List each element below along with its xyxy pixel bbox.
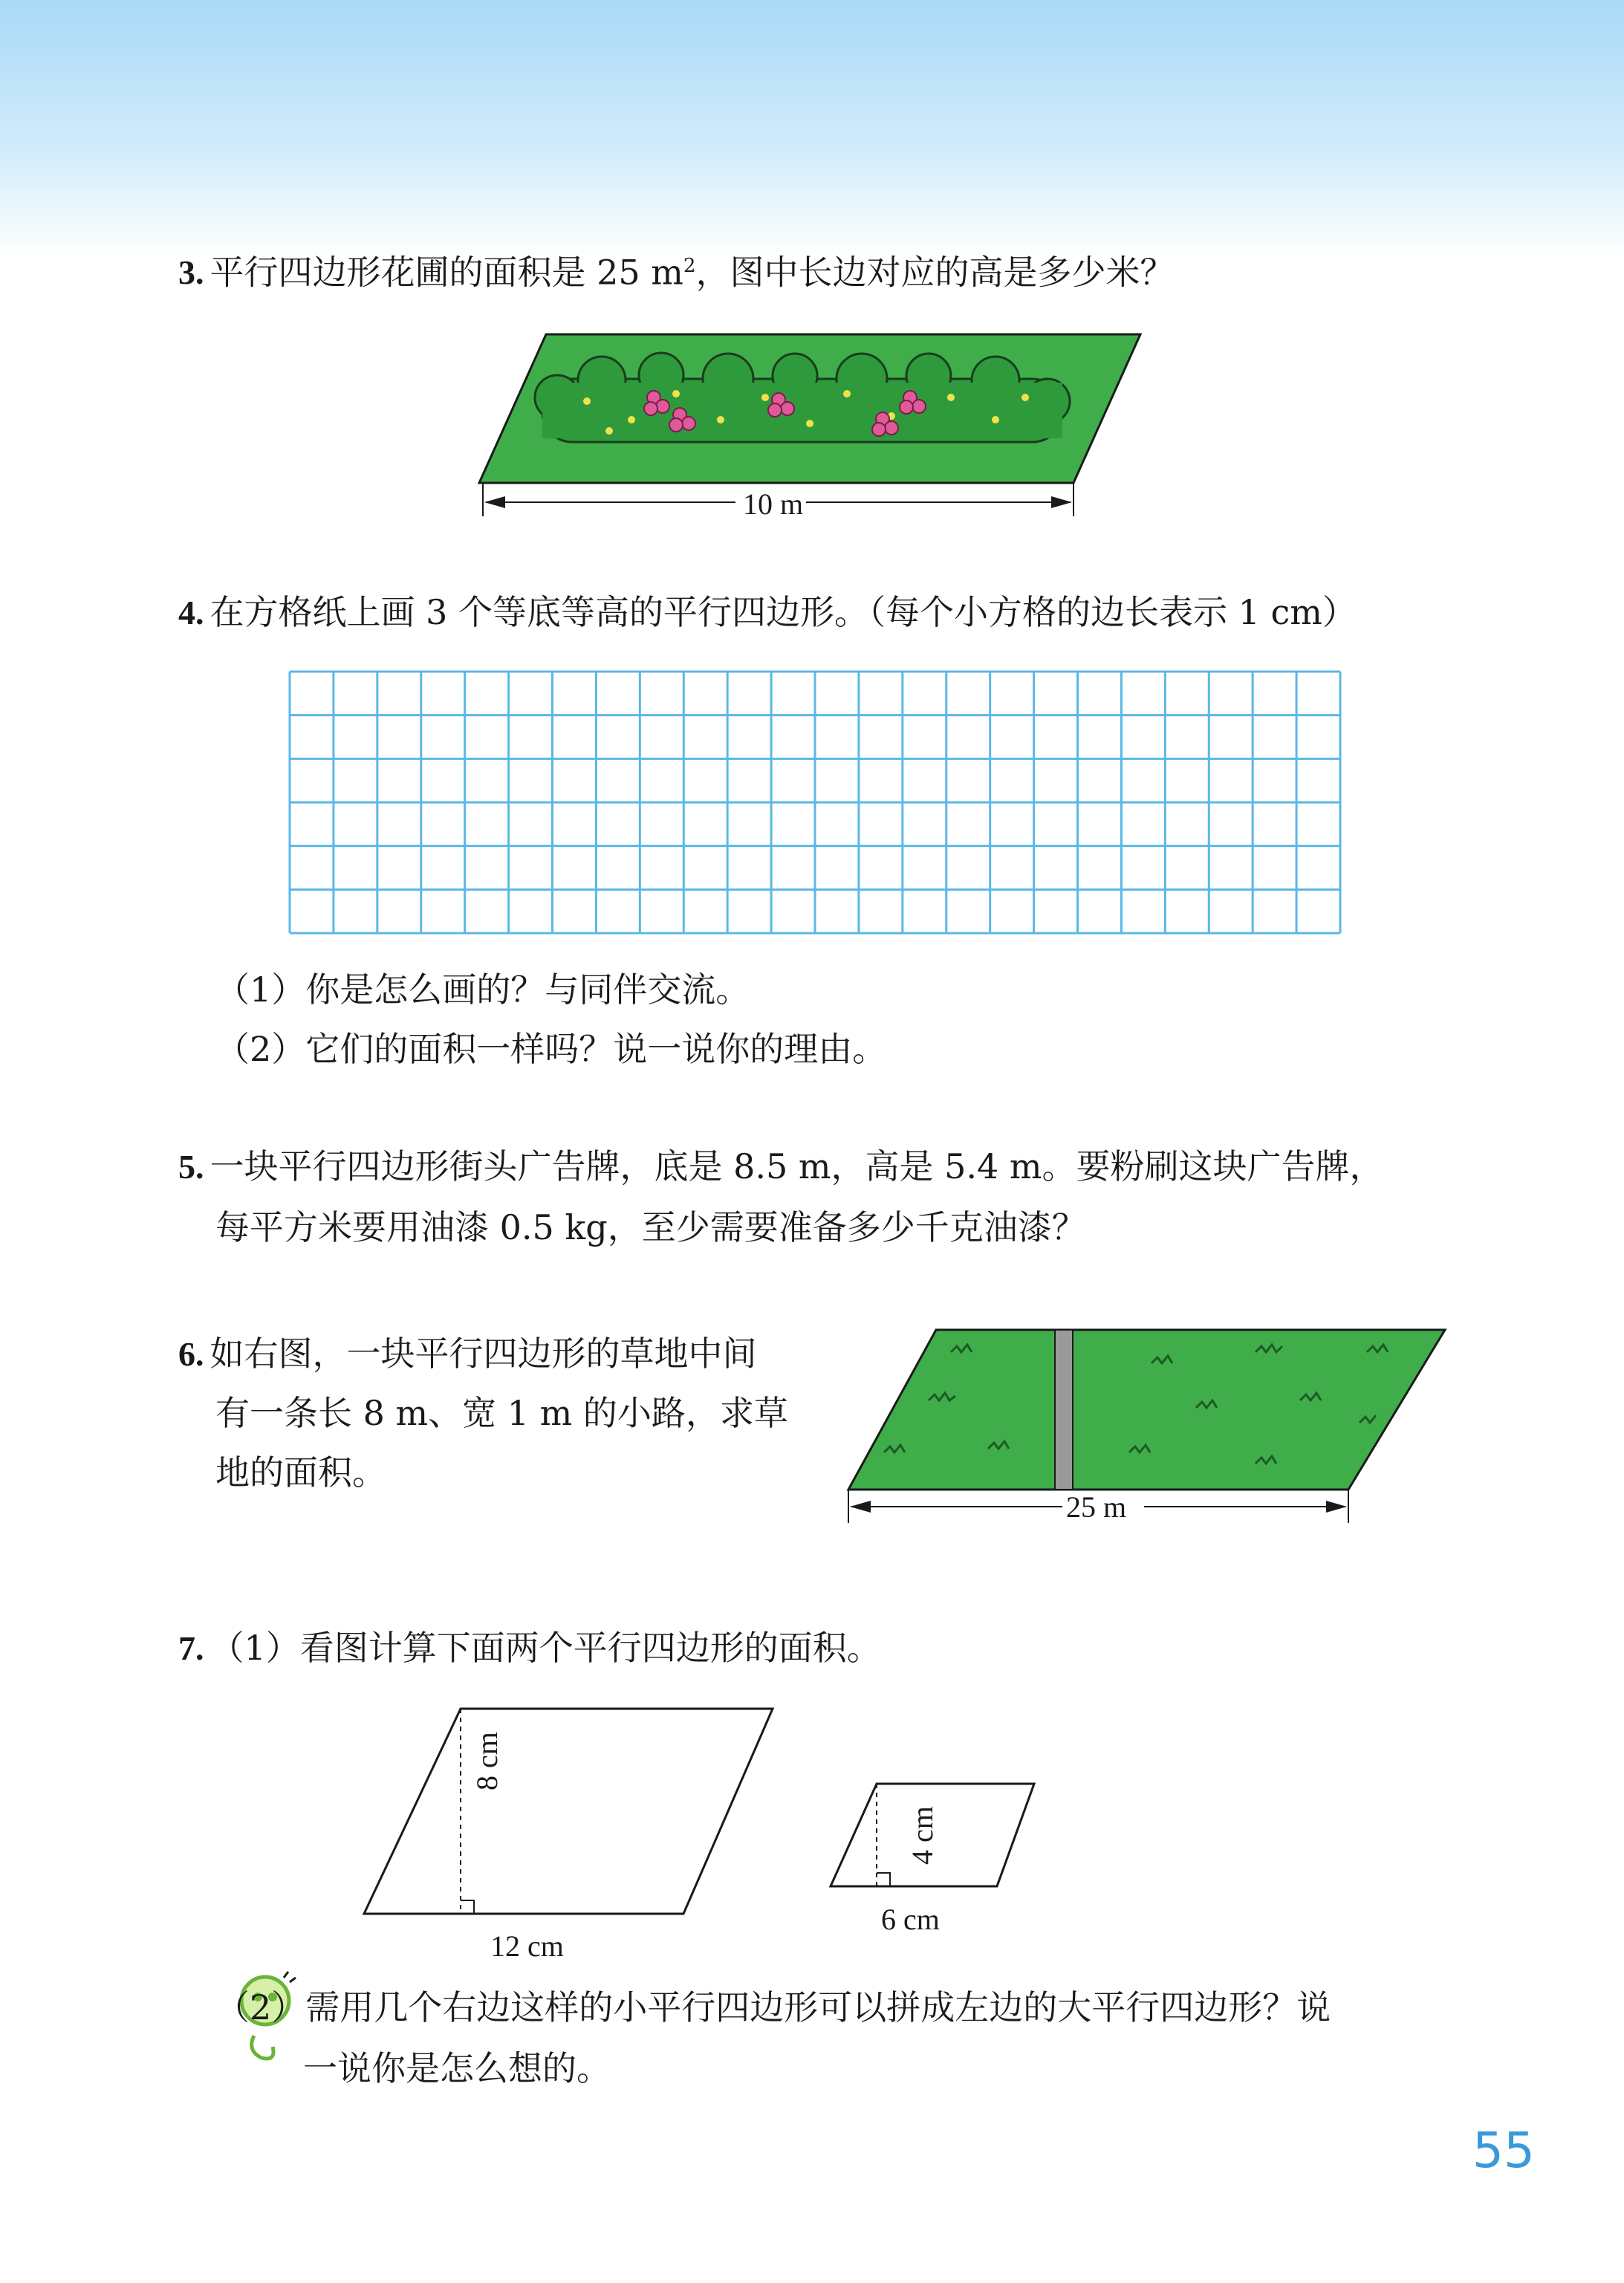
- question-text: 在方格纸上画 3 个等底等高的平行四边形。（每个小方格的边长表示 1 cm）: [210, 592, 1357, 632]
- right-angle-mark: [461, 1900, 474, 1914]
- small-base-label: 6 cm: [881, 1903, 940, 1936]
- question-6: [178, 1324, 757, 1384]
- lawn-parallelogram: [848, 1330, 1445, 1490]
- q7-sub-2-line-2: 一说你是怎么想的。: [303, 2048, 611, 2088]
- small-height-text: 4 cm: [906, 1806, 939, 1865]
- question-number: 5.: [178, 1148, 204, 1186]
- question-text: 平行四边形花圃的面积是 25 m: [210, 252, 683, 293]
- question-5-line-2: 每平方米要用油漆 0.5 kg，至少需要准备多少千克油漆？: [215, 1207, 1086, 1247]
- question-number: 3.: [178, 253, 204, 292]
- question-text-cont: ，图中长边对应的高是多少米？: [695, 252, 1175, 293]
- header-band: [0, 0, 1624, 256]
- question-6-line-3: 地的面积。: [215, 1452, 386, 1493]
- question-text: 如右图，一块平行四边形的草地中间: [210, 1334, 757, 1374]
- page-number: 55: [1472, 2122, 1535, 2179]
- right-angle-mark: [877, 1873, 890, 1886]
- q4-sub-1: （1）你是怎么画的？与同伴交流。: [215, 970, 750, 1010]
- big-base-label: 12 cm: [490, 1929, 564, 1963]
- superscript: 2: [683, 255, 696, 277]
- flowerbed-figure: [475, 327, 1159, 527]
- small-height-label: [905, 1806, 940, 1865]
- q4-sub-2: （2）它们的面积一样吗？说一说你的理由。: [215, 1029, 887, 1069]
- bush-shape: [535, 353, 1070, 442]
- big-parallelogram: [364, 1709, 773, 1914]
- question-number: 7.: [178, 1629, 204, 1667]
- question-4: [178, 582, 1357, 643]
- question-7: [178, 1618, 881, 1678]
- big-height-text: 8 cm: [470, 1732, 504, 1790]
- big-parallelogram-figure: [357, 1701, 787, 1924]
- flowerbed-base-label: 10 m: [743, 487, 804, 521]
- question-number: 6.: [178, 1335, 204, 1373]
- question-5: [178, 1137, 1384, 1197]
- lawn-figure: [839, 1322, 1456, 1530]
- lawn-base-label: 25 m: [1066, 1490, 1127, 1524]
- big-height-label: [470, 1732, 504, 1790]
- path-strip: [1055, 1330, 1073, 1490]
- question-text: （1）看图计算下面两个平行四边形的面积。: [210, 1628, 881, 1668]
- question-text: 一块平行四边形街头广告牌，底是 8.5 m，高是 5.4 m。要粉刷这块广告牌，: [210, 1146, 1384, 1186]
- question-number: 4.: [178, 594, 204, 631]
- question-6-line-2: 有一条长 8 m、宽 1 m 的小路，求草: [215, 1393, 788, 1433]
- q7-sub-2: （2）需用几个右边这样的小平行四边形可以拼成左边的大平行四边形？说: [215, 1987, 1331, 2027]
- square-grid-paper: [288, 670, 1342, 935]
- question-3: [178, 236, 1174, 302]
